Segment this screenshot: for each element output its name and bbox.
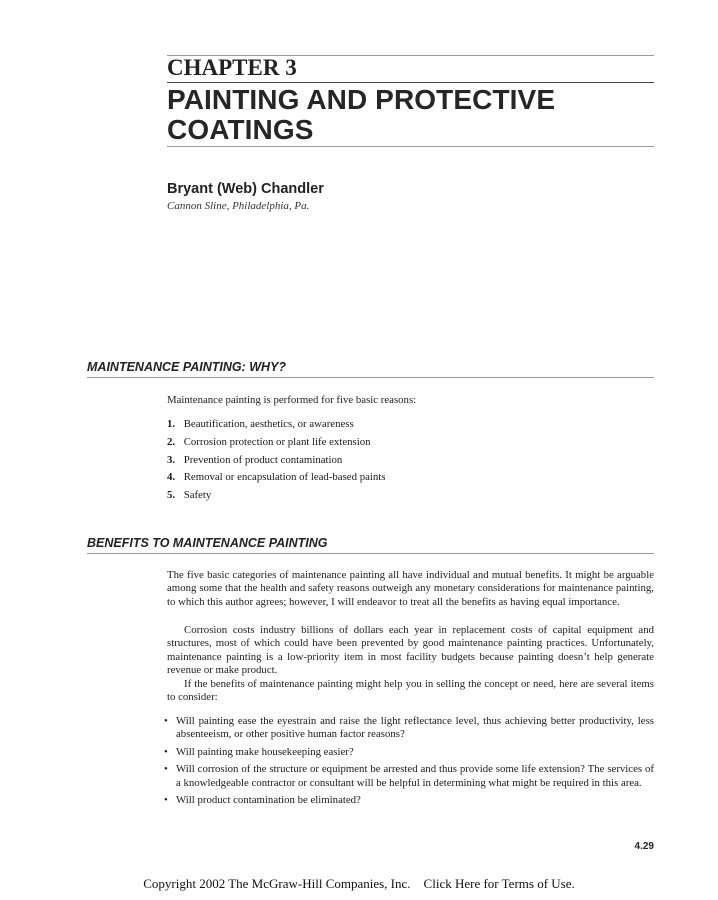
page-number: 4.29 bbox=[634, 841, 654, 852]
list-text: Corrosion protection or plant life extension bbox=[183, 435, 371, 448]
chapter-rule bbox=[167, 82, 654, 83]
list-number: 3. bbox=[167, 453, 176, 466]
list-number: 5. bbox=[167, 489, 176, 502]
paragraph: If the benefits of maintenance painting might help you in selling the concept or need, here are several items to consider: bbox=[167, 678, 654, 704]
bullet-text: Will painting ease the eyestrain and raise the light reflectance level, thus achieving better productivity, less absenteeism, or other positive human factor reasons? bbox=[176, 715, 654, 741]
paragraph: Corrosion costs industry billions of dollars each year in replacement costs of capital equipment and structures, most of which could have been prevented by good maintenance painting practices. Unfortunately, maintenance painting is a low-priority item in most facility budgets because painting doesn’t help generate revenue or make product. bbox=[167, 624, 654, 677]
bullet-icon: • bbox=[164, 715, 168, 727]
section-heading: MAINTENANCE PAINTING: WHY? bbox=[87, 360, 287, 374]
bullet-icon: • bbox=[164, 763, 168, 776]
section-rule bbox=[87, 553, 654, 554]
list-item bbox=[167, 417, 385, 435]
footer bbox=[0, 876, 718, 892]
list-text: Prevention of product contamination bbox=[183, 453, 343, 466]
chapter-label: CHAPTER 3 bbox=[167, 55, 297, 80]
terms-of-use-link[interactable]: Click Here for Terms of Use. bbox=[423, 876, 575, 891]
bullet-item bbox=[164, 763, 654, 790]
list-number: 4. bbox=[167, 471, 176, 484]
section-intro: Maintenance painting is performed for five basic reasons: bbox=[167, 394, 417, 406]
list-item bbox=[167, 453, 385, 471]
list-item bbox=[167, 435, 385, 453]
list-item bbox=[167, 470, 385, 488]
list-text: Beautification, aesthetics, or awareness bbox=[183, 418, 354, 430]
chapter-title-line: COATINGS bbox=[167, 114, 314, 145]
list-text: Safety bbox=[183, 489, 212, 502]
author-name: Bryant (Web) Chandler bbox=[167, 181, 324, 197]
section-heading: BENEFITS TO MAINTENANCE PAINTING bbox=[87, 536, 328, 550]
bullet-text: Will painting make housekeeping easier? bbox=[176, 745, 354, 758]
reasons-list bbox=[167, 417, 385, 506]
bullet-icon: • bbox=[164, 745, 168, 758]
bullet-item bbox=[164, 746, 654, 759]
bullet-item bbox=[164, 715, 654, 742]
bullet-item bbox=[164, 794, 654, 807]
bullet-text: Will product contamination be eliminated? bbox=[176, 794, 361, 807]
chapter-title bbox=[167, 85, 667, 145]
list-number: 2. bbox=[167, 435, 176, 448]
chapter-title-line: PAINTING AND PROTECTIVE bbox=[167, 84, 556, 115]
section-rule bbox=[87, 377, 654, 378]
title-rule bbox=[167, 146, 654, 147]
copyright-text: Copyright 2002 The McGraw-Hill Companies, Inc. bbox=[143, 876, 411, 891]
bullet-icon: • bbox=[164, 794, 168, 807]
considerations-list bbox=[164, 715, 654, 811]
paragraph: The five basic categories of maintenance painting all have individual and mutual benefits. It might be arguable among some that the health and safety reasons outweigh any monetary considerations for maintenance painting, to which this author agrees; however, I will endeavor to treat all the benefits as having equal importance. bbox=[167, 569, 654, 608]
author-affiliation: Cannon Sline, Philadelphia, Pa. bbox=[167, 200, 310, 212]
bullet-text: Will corrosion of the structure or equipment be arrested and thus provide some life extension? The services of a knowledgeable contractor or consultant will be helpful in determining what might be required in this area. bbox=[176, 763, 654, 789]
list-item bbox=[167, 488, 385, 506]
list-number: 1. bbox=[167, 418, 176, 430]
list-text: Removal or encapsulation of lead-based paints bbox=[183, 471, 386, 484]
